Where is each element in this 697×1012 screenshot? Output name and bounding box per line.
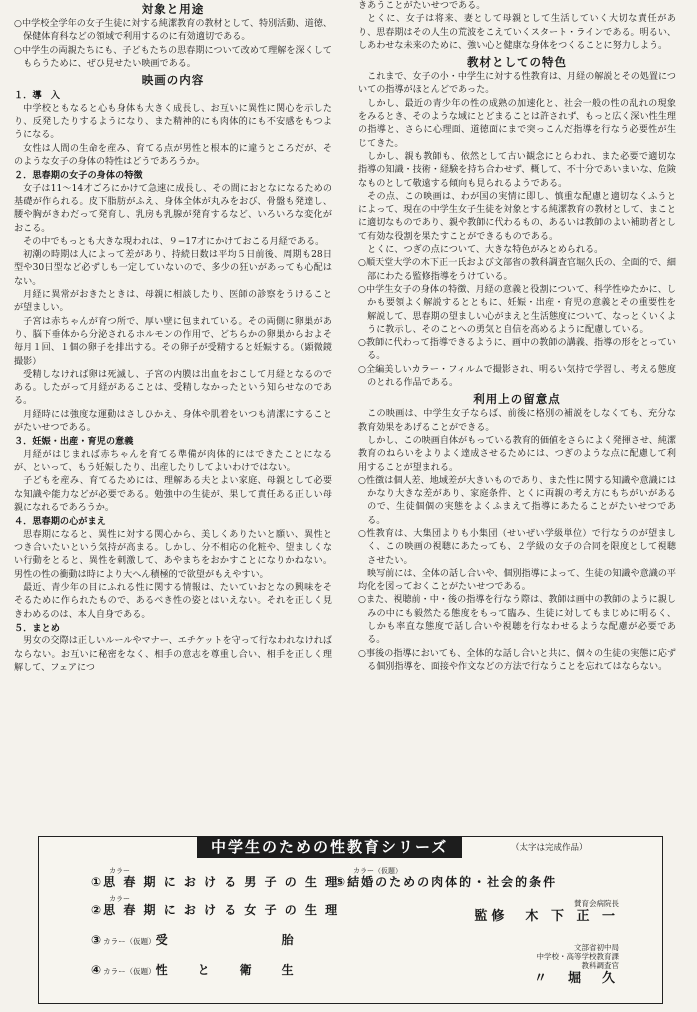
paragraph: きあうことがたいせつである。 xyxy=(358,1,486,11)
credit-name: 堀 久 xyxy=(567,971,619,986)
item-title: ①思 春 期 に お け る 男 子 の 生 理 xyxy=(91,875,340,889)
credit-affiliation: 教科調査官 xyxy=(581,961,619,970)
bullet-item: ○中学校全学年の女子生徒に対する純潔教育の教材として、特別活動、道徳、保健体育科などの領域で利用するのに有効適切である。 xyxy=(14,19,332,43)
credit-affiliation: 文部省初中局 xyxy=(574,943,619,952)
paragraph: とくに、つぎの点について、大きな特色がみとめられる。 xyxy=(367,245,604,256)
item-title: ②思 春 期 に お け る 女 子 の 生 理 xyxy=(91,903,340,917)
item-rest: 性 と 衛 生 xyxy=(155,963,296,977)
section-heading: 映画の内容 xyxy=(141,73,205,88)
paragraph: しかし、この映画自体がもっている教育的価値をさらによく発揮させ、純潔教育のねらいをよりよく達成させるためには、つぎのような点に配慮して利用することが望まれる。 xyxy=(358,435,677,473)
item-title: ⑤結婚のための肉体的・社会的条件 xyxy=(335,875,558,889)
series-item-5 xyxy=(335,867,557,890)
series-item-1 xyxy=(91,867,339,890)
section-heading: 対象と用途 xyxy=(141,2,205,16)
paragraph: 映写前には、全体の話し合いや、個別指導によって、生徒の知識や意識の平均化を図っておくことがたいせつである。 xyxy=(358,568,676,593)
paragraph: 月経に異常がおきたときは、母親に相談したり、医師の診察をうけることが望ましい。 xyxy=(14,290,332,314)
paragraph: 子どもを産み、育てるためには、理解ある夫とよい家庭、母親として必要な知識や能力などが必要である。勉強中の生徒が、果して責任ある正しい母親になれるであろうか。 xyxy=(14,476,332,513)
item-title: ③カラー（仮題）受 胎 xyxy=(91,933,296,947)
bullet-item: ○中学生の両親たちにも、子どもたちの思春期について改めて理解を深くしてもらうために、ぜひ見せたい映画である。 xyxy=(14,45,332,69)
paragraph: 女子は11〜14才ごろにかけて急速に成長し、その間におとなになるための基礎が作られる。皮下脂肪がふえ、身体全体が丸みをおび、骨盤も発達し、腰や胸がきわだって発育し、乳房も乳腺が発育するなど、いろいろな変化がおこる。 xyxy=(14,183,332,234)
left-column xyxy=(14,0,332,675)
paragraph: この映画は、中学生女子ならば、前後に格別の補説をしなくても、充分な教育効果をあげることができる。 xyxy=(358,409,676,433)
credit-name: 木 下 正 一 xyxy=(525,909,619,924)
subsection-heading: ３．妊娠・出産・育児の意義 xyxy=(14,436,134,448)
bullet-item: ○性徴は個人差、地域差が大きいものであり、また性に関する知識や意識にはかなり大きな差があり、家庭条件、とくに両親の考え方にもちがいがあるので、生徒個個の実態をよくふまえて指導にあたることがたいせつである。 xyxy=(358,475,676,526)
credit-affiliation: 賛育会病院長 xyxy=(574,899,619,908)
paragraph: 男女の交際は正しいルールやマナー、エチケットを守って行なわれなければならない。お互いに秘密をなく、相手の意志を尊重し合い、相手を正しく理解して、フェアにつ xyxy=(14,636,332,673)
series-note: （太字は完成作品） xyxy=(511,843,588,853)
credit-supervisor-2 xyxy=(419,943,619,987)
paragraph: 月経時には強度な運動はさしひかえ、身体や肌着をいつも清潔にすることがたいせつである。 xyxy=(14,409,332,434)
paragraph: とくに、女子は将来、妻として母親として生活していく大切な責任があり、思春期はその人生の荒波をこえていくスタート・ラインである。明るい、しあわせな未来のために、強い心と健康な身体をつくることに努力しよう。 xyxy=(358,14,677,51)
paragraph: しかし、親も教師も、依然として古い観念にとらわれ、また必要で適切な指導の知識・技術・経験を持ち合わせず、概して、不十分であいまいな、危険なものとして敬遠する傾向も見られるようである。 xyxy=(358,151,676,189)
item-caption: カラー（仮題） xyxy=(103,967,156,976)
series-item-4 xyxy=(91,963,296,979)
item-caption: カラー xyxy=(109,867,130,875)
right-column xyxy=(358,0,676,674)
bullet-item: ○中学生女子の身体の特徴、月経の意義と役割について、科学性ゆたかに、しかも要領よく解説するとともに、妊娠・出産・育児の意義とその重要性を解説して、思春期の望ましい心がまえと生活態度について、なっとくいくように教示し、そのことへの勇気と自信を高めるように配慮している。 xyxy=(358,284,676,335)
series-item-2 xyxy=(91,895,339,918)
item-caption: カラー xyxy=(109,895,130,903)
credit-affiliation: 中学校・高等学校教育課 xyxy=(536,952,619,961)
bullet-item: ○また、視聴前・中・後の指導を行なう際は、教師は画中の教師のように親しみの中にも毅然たる態度をもって臨み、生徒に対してもまじめに明るく、しかも率直な態度で話し合いや視聴を行なわせるような配慮が必要である。 xyxy=(358,595,676,646)
paragraph: 思春期になると、異性に対する関心から、美しくありたいと願い、異性とつき合いたいという気持が高まる。しかし、分不相応の化粧や、望ましくない行動をとると、異性を刺激して、あやまちをおかすことになりかねない。男性の性の衝動は時により大へん積極的で欲望がもえやすい。 xyxy=(14,529,332,580)
paragraph: 最近、青少年の目にふれる性に関する情報は、たいていおとなの興味をそそるために作られたもので、あるべき性の姿とはいえない。それを正しく見きわめるのは、本人自身である。 xyxy=(14,582,332,620)
series-title: 中学生のための性教育シリーズ xyxy=(197,836,462,858)
bullet-item: ○事後の指導においても、全体的な話し合いと共に、個々の生徒の実態に応ずる個別指導を、面接や作文などの方法で行なうことを忘れてはならない。 xyxy=(358,648,676,672)
bullet-item: ○全編美しいカラー・フィルムで撮影され、明るい気持で学習し、考える態度のとれる作品である。 xyxy=(358,364,676,389)
item-rest: 受 胎 xyxy=(155,933,296,947)
credit-supervisor-1 xyxy=(419,899,619,925)
subsection-heading: ４．思春期の心がまえ xyxy=(14,516,106,528)
paragraph: 月経がはじまれば赤ちゃんを育てる準備が肉体的にはできたことになるが、といって、もう妊娠したり、出産したりしてよいわけではない。 xyxy=(14,449,332,474)
item-title: ④カラー（仮題）性 と 衛 生 xyxy=(91,963,296,977)
bullet-item: ○性教育は、大集団よりも小集団（せいぜい学級単位）で行なうのが望ましく、この映画の視聴にあたっても、２学級の女子の合同を限度として視聴させたい。 xyxy=(358,528,676,566)
section-heading: 利用上の留意点 xyxy=(473,392,561,407)
subsection-heading: ５．まとめ xyxy=(14,622,60,634)
paragraph: その点、この映画は、わが国の実情に即し、慎重な配慮と適切なくふうとによって、現在の中学生女子生徒を対象とする純潔教育の教材として、まことに適切なものであり、親や教師に代わるもの、あるいは教師のよい補助者として有効な役割を果たすことができるものである。 xyxy=(358,191,676,242)
item-caption: カラー（仮題） xyxy=(103,937,156,946)
paragraph: しかし、最近の青少年の性の成熟の加速化と、社会一般の性の乱れの現象をみるとき、そのような域にとどまることは許されず、もっと広く深い性生理の指導と、さらに心理面、道徳面にまで突っこんだ指導を行なう必要性が生じてきた。 xyxy=(358,98,676,149)
paragraph: その中でもっとも大きな現われは、９−17才にかけておこる月経である。 xyxy=(23,236,325,247)
paragraph: 女性は人間の生命を産み、育てる点が男性と根本的に違うところだが、そのような女子の身体の特性はどうであろうか。 xyxy=(14,143,332,167)
series-item-3 xyxy=(91,933,296,949)
paragraph: 初潮の時期は人によって差があり、持続日数は平均５日前後、周期も28日型や30日型など必ずしも一定していないので、多少の狂いがあっても心配はない。 xyxy=(14,250,332,287)
credit-role: 〃 xyxy=(533,971,551,986)
bullet-item: ○教師に代わって指導できるように、画中の教師の講義、指導の形をとっている。 xyxy=(358,338,676,362)
paragraph: これまで、女子の小・中学生に対する性教育は、月経の解説とその処置についての指導がほとんどであった。 xyxy=(358,72,676,96)
section-heading: 教材としての特色 xyxy=(467,55,567,70)
series-box xyxy=(38,836,663,1004)
paragraph: 子宮は赤ちゃんが育つ所で、厚い壁に包まれている。その両側に卵巣があり、脳下垂体から分泌されるホルモンの作用で、どちらかの卵巣からおよそ毎月１回、１個の卵子を排出する。その卵子が受精すると妊娠する。（顕微鏡撮影） xyxy=(14,316,332,367)
paragraph: 受精しなければ卵は死滅し、子宮の内膜は出血をおこして月経となるのである。したがって月経があることは、受精しなかったという知らせなのである。 xyxy=(14,369,332,407)
bullet-item: ○順天堂大学の木下正一氏および文部省の教科調査官堀久氏の、全面的で、細部にわたる監修指導をうけている。 xyxy=(358,258,676,282)
subsection-heading: ２．思春期の女子の身体の特徴 xyxy=(14,170,143,182)
credit-role: 監修 xyxy=(474,909,509,924)
subsection-heading: １．導 入 xyxy=(14,90,60,102)
item-caption: カラー（仮題） xyxy=(353,867,402,875)
paragraph: 中学校ともなると心も身体も大きく成長し、お互いに異性に関心を示したり、反発したりするようになり、また精神的にも肉体的にも不安感をもつようになる。 xyxy=(14,103,332,141)
